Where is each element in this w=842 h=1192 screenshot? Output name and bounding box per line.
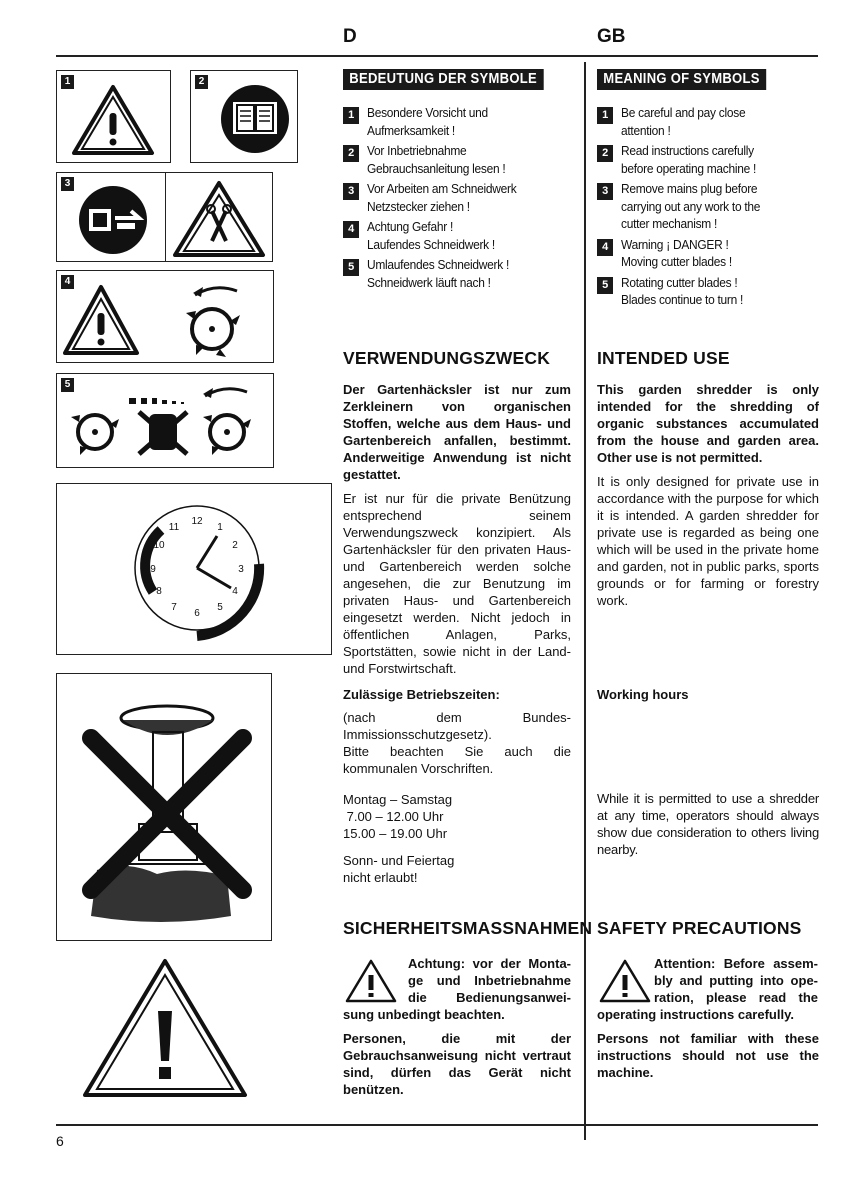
- symbol-item-line: Aufmerksamkeit !: [367, 122, 455, 138]
- clock-icon: [57, 484, 331, 654]
- symbol-item-line: Rotating cutter blades !: [621, 274, 738, 290]
- symbol-item-line: Be careful and pay close: [621, 105, 746, 120]
- symbol-box-3a: [56, 172, 166, 262]
- symbol-item-number: 5: [343, 259, 359, 276]
- shredder-crossed-out-icon: [57, 674, 271, 940]
- warning-triangle-icon: [57, 71, 169, 161]
- symbol-item-line: Blades continue to turn !: [621, 292, 744, 307]
- clock-number-8: 8: [156, 586, 162, 597]
- unplug-icon: [57, 173, 165, 261]
- working-hours-title-gb: Working hours: [597, 687, 689, 702]
- safety-warning-line-1-de: Achtung: vor der Monta-: [408, 956, 571, 971]
- lang-label-gb: GB: [597, 26, 626, 47]
- symbols-list-gb: [597, 104, 822, 312]
- symbol-number-1: 1: [61, 75, 74, 89]
- symbol-item-line: Schneidwerk läuft nach !: [367, 274, 491, 290]
- working-time-morning-de: 7.00 – 12.00 Uhr: [343, 809, 444, 824]
- symbol-item-line: Achtung Gefahr !: [367, 219, 454, 234]
- symbol-box-3b: [165, 172, 273, 262]
- symbols-title-de: BEDEUTUNG DER SYMBOLE: [343, 69, 543, 90]
- symbol-box-2: [190, 70, 298, 163]
- safety-warning-icon-gb: [597, 957, 653, 1007]
- safety-warning-tail-gb: operating instructions carefully.: [597, 1007, 794, 1022]
- symbol-item-gb: [597, 236, 822, 271]
- intended-use-text-gb: [597, 381, 819, 616]
- clock-number-6: 6: [194, 608, 200, 619]
- symbol-number-4: 4: [61, 275, 74, 289]
- symbol-item-de: [343, 256, 573, 291]
- symbol-item-line: Umlaufendes Schneidwerk !: [367, 257, 510, 272]
- working-hours-de: [343, 686, 571, 886]
- footer-rule: [56, 1124, 818, 1126]
- working-days-de: Montag – Samstag: [343, 792, 453, 807]
- clock-number-4: 4: [232, 586, 238, 597]
- symbol-number-2: 2: [195, 75, 208, 89]
- clock-number-7: 7: [171, 602, 177, 613]
- sunday-not-allowed-de: nicht erlaubt!: [343, 870, 418, 885]
- safety-title-de: SICHERHEITSMASSNAHMEN: [343, 918, 593, 938]
- working-time-afternoon-de: 15.00 – 19.00 Uhr: [343, 826, 448, 841]
- intended-use-bold-de: Der Gartenhäcksler ist nur zum Zerkleinern von organischen Stoffen, welche aus dem Haus- und Gartenbereich anfallen, bestimmt. Anderweitige Anwendung ist nicht gestattet.: [343, 382, 571, 482]
- intended-use-para-de: Er ist nur für die private Benützung entsprechend seinem Verwendungszweck konzipiert. Als Gartenhäcksler für den privaten Haus- und Gartenbereich werden solche angesehen, die zur Benutzung im privaten Haus- und Gartenbereich eingesetzt werden. Nicht jedoch in öffentlichen Anlagen, Parks, Sportstätten, sowie nicht in der Land- und Forstwirtschaft.: [343, 491, 571, 676]
- page-number: 6: [56, 1133, 64, 1149]
- symbol-item-de: [343, 142, 573, 177]
- safety-warning-line-1-gb: Attention: Before assem-: [654, 956, 818, 971]
- working-hours-law-de: (nach dem Bundes-Immissionsschutzgesetz).: [343, 710, 571, 742]
- symbol-item-line: before operating machine !: [621, 160, 757, 176]
- symbol-item-line: Vor Arbeiten am Schneidwerk: [367, 181, 517, 196]
- clock-number-2: 2: [232, 540, 238, 551]
- rotating-blade-warning-icon: [57, 271, 273, 361]
- symbol-item-number: 2: [597, 145, 613, 162]
- clock-number-1: 1: [217, 522, 223, 533]
- safety-warning-lines-gb: [654, 955, 818, 1006]
- manual-book-icon: [191, 71, 297, 161]
- symbol-box-1: [56, 70, 171, 163]
- symbol-item-line: Netzstecker ziehen !: [367, 198, 470, 214]
- intended-use-text-de: [343, 381, 571, 684]
- safety-title-gb: SAFETY PRECAUTIONS: [597, 918, 802, 938]
- symbol-item-gb: [597, 274, 822, 309]
- symbol-item-number: 4: [597, 239, 613, 256]
- symbol-item-line: Read instructions carefully: [621, 143, 754, 158]
- symbol-item-line: Besondere Vorsicht und: [367, 105, 488, 120]
- working-hours-text-gb: [597, 790, 819, 865]
- working-hours-para-gb: While it is permitted to use a shredder at any time, operators should always show due consideration to others living nearby.: [597, 791, 819, 857]
- safety-warning-line-2-de: ge und Inbetriebnahme: [408, 973, 571, 988]
- intended-use-para-gb: It is only designed for private use in accordance with the purpose for which it is intended. A garden shredder for private use is regarded as being one which will be used in the private home and garden, not in public parks, sports grounds or for farming or forestry work.: [597, 474, 819, 608]
- symbol-number-3: 3: [61, 177, 74, 191]
- clock-number-12: 12: [191, 516, 203, 527]
- symbol-item-line: Warning ¡ DANGER !: [621, 236, 729, 252]
- clock-number-3: 3: [238, 564, 244, 575]
- working-hours-title-de: Zulässige Betriebszeiten:: [343, 687, 500, 702]
- header-rule: [56, 55, 818, 57]
- symbol-item-line: attention !: [621, 122, 671, 138]
- symbol-item-line: Laufendes Schneidwerk !: [367, 236, 495, 252]
- symbol-item-gb: [597, 104, 822, 139]
- symbol-item-de: [343, 218, 573, 253]
- symbol-item-line: Moving cutter blades !: [621, 254, 732, 269]
- symbol-item-line: cutter mechanism !: [621, 216, 718, 231]
- intended-use-bold-gb: This garden shredder is only intended for the shredding of organic substances accumulated from the house and garden area. Other use is not permitted.: [597, 382, 819, 465]
- symbol-item-number: 4: [343, 221, 359, 238]
- tool-warning-icon: [166, 173, 272, 261]
- column-divider: [584, 62, 586, 1140]
- symbol-item-line: Remove mains plug before: [621, 181, 758, 196]
- shredder-prohibited-box: [56, 673, 272, 941]
- intended-use-title-gb: INTENDED USE: [597, 348, 730, 368]
- symbol-item-number: 1: [343, 107, 359, 124]
- symbol-item-number: 2: [343, 145, 359, 162]
- symbol-item-line: carrying out any work to the: [621, 198, 761, 214]
- symbol-item-gb: [597, 142, 822, 177]
- symbols-list-de: [343, 104, 573, 294]
- symbol-box-4: [56, 270, 274, 363]
- lang-label-de: D: [343, 26, 357, 47]
- symbol-item-line: Gebrauchsanleitung lesen !: [367, 160, 506, 176]
- clock-number-11: 11: [168, 522, 180, 533]
- large-warning-triangle-icon: [80, 955, 250, 1100]
- working-hours-gb: [597, 686, 819, 710]
- safety-warning-line-3-gb: ration, please read the: [654, 990, 818, 1005]
- safety-warning-line-2-gb: bly and putting into ope-: [654, 973, 818, 988]
- symbol-item-number: 1: [597, 107, 613, 124]
- clock-number-5: 5: [217, 602, 223, 613]
- symbol-item-gb: [597, 180, 822, 233]
- symbol-item-de: [343, 104, 573, 139]
- working-hours-note-de: Bitte beachten Sie auch die kommunalen Vorschriften.: [343, 744, 571, 776]
- symbol-item-number: 3: [597, 183, 613, 200]
- symbol-box-5: [56, 373, 274, 468]
- symbol-item-de: [343, 180, 573, 215]
- intended-use-title-de: VERWENDUNGSZWECK: [343, 348, 551, 368]
- clock-box: [56, 483, 332, 655]
- safety-warning-tail-de: sung unbedingt beachten.: [343, 1007, 505, 1022]
- safety-text-gb: [597, 1006, 819, 1088]
- safety-para-de: Personen, die mit der Gebrauchsanweisung nicht vertraut sind, dürfen das Gerät nicht benützen.: [343, 1031, 571, 1097]
- symbol-item-number: 3: [343, 183, 359, 200]
- sunday-label-de: Sonn- und Feiertag: [343, 853, 455, 868]
- symbol-number-5: 5: [61, 378, 74, 392]
- clock-number-10: 10: [153, 540, 165, 551]
- safety-warning-lines-de: [408, 955, 571, 1006]
- symbols-title-gb: MEANING OF SYMBOLS: [597, 69, 766, 90]
- blades-continue-to-turn-icon: [57, 374, 273, 466]
- safety-warning-icon-de: [343, 957, 399, 1007]
- clock-number-9: 9: [150, 564, 156, 575]
- safety-warning-line-3-de: die Bedienungsanwei-: [408, 990, 571, 1005]
- symbol-item-number: 5: [597, 277, 613, 294]
- symbol-item-line: Vor Inbetriebnahme: [367, 143, 467, 158]
- safety-para-gb: Persons not familiar with these instructions should not use the machine.: [597, 1031, 819, 1080]
- safety-text-de: [343, 1006, 571, 1105]
